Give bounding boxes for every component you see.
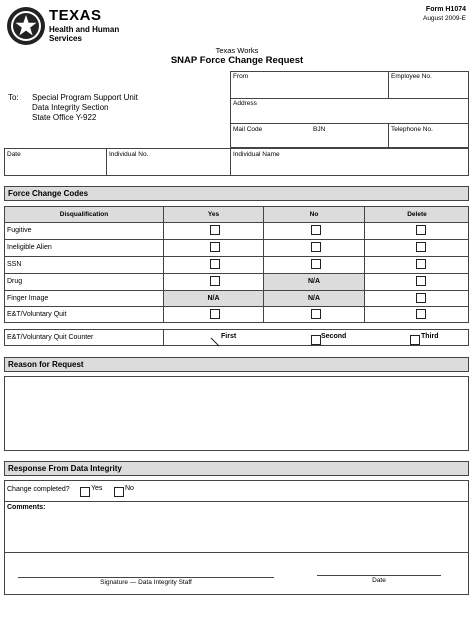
signature-date-label: Date — [372, 577, 386, 584]
signature-date-line[interactable] — [317, 575, 441, 576]
ssn-yes-checkbox[interactable] — [210, 259, 220, 269]
individual-name-field[interactable] — [230, 148, 469, 176]
row-label-fugitive: Fugitive — [7, 227, 32, 234]
counter-second-checkbox[interactable] — [311, 335, 321, 345]
form-date: August 2009-E — [422, 15, 466, 22]
counter-third-checkbox[interactable] — [410, 335, 420, 345]
logo-subtitle-2: Services — [49, 34, 82, 43]
drug-no-na: N/A — [307, 278, 321, 285]
row-label-finger-image: Finger Image — [7, 295, 49, 302]
reason-for-request-textarea[interactable] — [4, 376, 469, 451]
finger-image-no-na: N/A — [307, 295, 321, 302]
fugitive-no-checkbox[interactable] — [311, 225, 321, 235]
page-title: SNAP Force Change Request — [170, 55, 304, 66]
comments-field[interactable] — [5, 514, 468, 551]
counter-first-check[interactable] — [210, 334, 220, 344]
counter-first-label: First — [221, 333, 237, 340]
change-completed-yes-checkbox[interactable] — [80, 487, 90, 497]
comments-label: Comments: — [7, 504, 46, 511]
ineligible-alien-no-checkbox[interactable] — [311, 242, 321, 252]
row-label-ssn: SSN — [7, 261, 22, 268]
state-seal-icon — [6, 6, 46, 46]
date-field[interactable] — [4, 148, 107, 176]
signature-label: Signature — Data Integrity Staff — [100, 579, 192, 586]
to-line-3: State Office Y-922 — [32, 113, 97, 122]
change-completed-yes-label: Yes — [91, 485, 103, 492]
ssn-no-checkbox[interactable] — [311, 259, 321, 269]
mail-code-field[interactable] — [230, 123, 389, 148]
row-label-ineligible-alien: Ineligible Alien — [7, 244, 52, 251]
mail-code-label: Mail Code — [233, 126, 263, 133]
change-completed-no-label: No — [125, 485, 134, 492]
row-label-et-voluntary-quit: E&T/Voluntary Quit — [7, 311, 67, 318]
to-line-2: Data Integrity Section — [32, 103, 109, 112]
et-voluntary-quit-yes-checkbox[interactable] — [210, 309, 220, 319]
ssn-delete-checkbox[interactable] — [416, 259, 426, 269]
col-header-delete: Delete — [407, 211, 427, 218]
finger-image-delete-checkbox[interactable] — [416, 293, 426, 303]
drug-yes-checkbox[interactable] — [210, 276, 220, 286]
from-label: From — [233, 73, 249, 80]
et-voluntary-quit-delete-checkbox[interactable] — [416, 309, 426, 319]
individual-no-label: Individual No. — [109, 151, 149, 158]
col-header-disqualification: Disqualification — [59, 211, 109, 218]
bjn-label: BJN — [313, 126, 326, 133]
force-change-codes-heading: Force Change Codes — [4, 186, 469, 201]
texas-hhs-logo — [6, 6, 46, 46]
ineligible-alien-delete-checkbox[interactable] — [416, 242, 426, 252]
address-label: Address — [233, 100, 257, 107]
reason-for-request-heading: Reason for Request — [4, 357, 469, 372]
to-line-1: Special Program Support Unit — [32, 93, 138, 102]
fugitive-delete-checkbox[interactable] — [416, 225, 426, 235]
to-label: To: — [8, 93, 19, 102]
col-header-yes: Yes — [207, 211, 220, 218]
counter-third-label: Third — [421, 333, 439, 340]
change-completed-no-checkbox[interactable] — [114, 487, 124, 497]
form-number: Form H1074 — [425, 6, 466, 13]
individual-no-field[interactable] — [106, 148, 231, 176]
individual-name-label: Individual Name — [233, 151, 280, 158]
et-voluntary-quit-no-checkbox[interactable] — [311, 309, 321, 319]
from-field[interactable] — [230, 71, 389, 99]
finger-image-yes-na: N/A — [207, 295, 220, 302]
employee-no-field[interactable] — [388, 71, 469, 99]
drug-delete-checkbox[interactable] — [416, 276, 426, 286]
address-field[interactable] — [230, 98, 469, 124]
signature-line[interactable] — [18, 577, 274, 578]
response-heading: Response From Data Integrity — [4, 461, 469, 476]
logo-subtitle-1: Health and Human — [49, 25, 120, 34]
logo-title: TEXAS — [49, 7, 102, 24]
employee-no-label: Employee No. — [391, 73, 432, 80]
row-label-et-quit-counter: E&T/Voluntary Quit Counter — [7, 334, 94, 341]
telephone-no-label: Telephone No. — [391, 126, 433, 133]
ineligible-alien-yes-checkbox[interactable] — [210, 242, 220, 252]
col-header-no: No — [309, 211, 319, 218]
agency-name: Texas Works — [215, 46, 259, 55]
telephone-no-field[interactable] — [388, 123, 469, 148]
date-label: Date — [7, 151, 21, 158]
fugitive-yes-checkbox[interactable] — [210, 225, 220, 235]
counter-second-label: Second — [321, 333, 347, 340]
row-label-drug: Drug — [7, 278, 23, 285]
slash-mark-icon — [210, 337, 220, 347]
change-completed-label: Change completed? — [7, 486, 70, 493]
